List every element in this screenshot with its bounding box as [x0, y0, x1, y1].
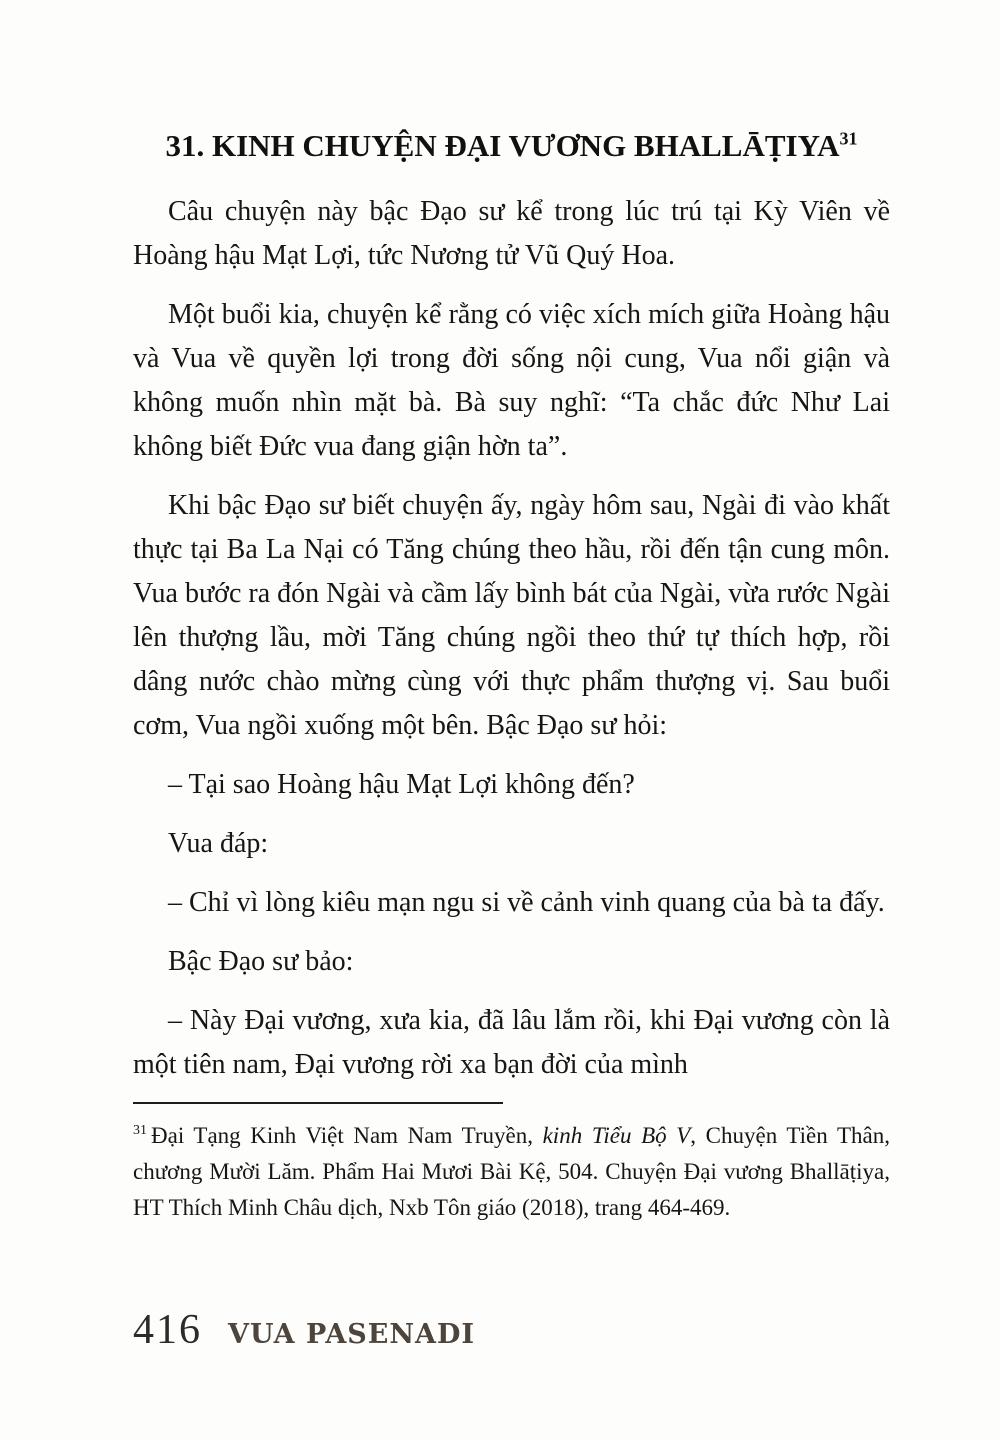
footnote-text-italic: kinh Tiểu Bộ V [542, 1123, 691, 1148]
footnote-text-post: , Chuyện Tiền Thân, chương Mười Lăm. Phẩm Hai Mươi Bài Kệ, 504. Chuyện Đại vương Bhallāṭiya, HT Thích Minh Châu dịch, Nxb Tôn giáo (2018), trang 464-469. [133, 1123, 890, 1220]
body-paragraph: Một buổi kia, chuyện kể rằng có việc xích mích giữa Hoàng hậu và Vua về quyền lợi trong đời sống nội cung, Vua nổi giận và không muốn nhìn mặt bà. Bà suy nghĩ: “Ta chắc đức Như Lai không biết Đức vua đang giận hờn ta”. [133, 299, 890, 462]
page-footer [133, 1306, 475, 1354]
chapter-title-text: 31. KINH CHUYỆN ĐẠI VƯƠNG BHALLĀṬIYA [165, 128, 840, 163]
page-number: 416 [133, 1307, 202, 1353]
dialogue-line: – Tại sao Hoàng hậu Mạt Lợi không đến? [168, 769, 635, 800]
dialogue-line: Vua đáp: [168, 828, 269, 859]
body-paragraph: Khi bậc Đạo sư biết chuyện ấy, ngày hôm sau, Ngài đi vào khất thực tại Ba La Nại có Tăng chúng theo hầu, rồi đến tận cung môn. Vua bước ra đón Ngài và cầm lấy bình bát của Ngài, vừa rước Ngài lên thượng lầu, mời Tăng chúng ngồi theo thứ tự thích hợp, rồi dâng nước chào mừng cùng với thực phẩm thượng vị. Sau buổi cơm, Vua ngồi xuống một bên. Bậc Đạo sư hỏi: [133, 490, 890, 741]
footnote-text-pre: Đại Tạng Kinh Việt Nam Nam Truyền, [151, 1123, 543, 1148]
page-content [133, 128, 890, 1226]
body-paragraph: – Này Đại vương, xưa kia, đã lâu lắm rồi, khi Đại vương còn là một tiên nam, Đại vương rời xa bạn đời của mình [133, 1005, 890, 1080]
footnote [133, 1118, 890, 1226]
chapter-title [133, 128, 890, 164]
body-paragraph: Câu chuyện này bậc Đạo sư kể trong lúc trú tại Kỳ Viên về Hoàng hậu Mạt Lợi, tức Nương tử Vũ Quý Hoa. [133, 196, 890, 271]
dialogue-line: Bậc Đạo sư bảo: [168, 946, 354, 977]
footnote-separator-rule [133, 1102, 503, 1104]
dialogue-line: – Chỉ vì lòng kiêu mạn ngu si về cảnh vinh quang của bà ta đấy. [168, 887, 885, 918]
footnote-number: 31 [133, 1123, 147, 1139]
running-title: VUA PASENADI [228, 1319, 476, 1350]
title-footnote-reference: 31 [839, 128, 858, 149]
